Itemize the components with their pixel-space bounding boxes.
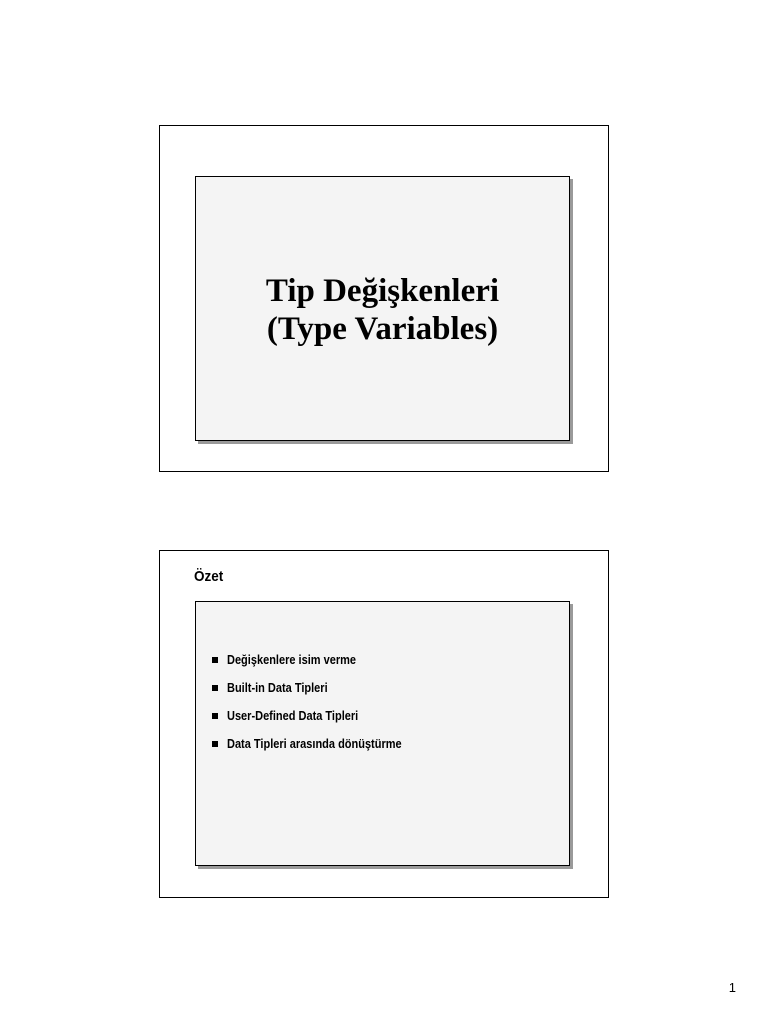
bullet-text: User-Defined Data Tipleri	[227, 709, 359, 723]
square-bullet-icon	[212, 713, 218, 719]
bullet-item	[212, 646, 425, 674]
bullet-list	[212, 646, 425, 758]
bullet-item	[212, 730, 425, 758]
bullet-item	[212, 702, 425, 730]
slide-1-frame	[159, 125, 609, 472]
bullet-text: Değişkenlere isim verme	[227, 653, 357, 667]
square-bullet-icon	[212, 741, 218, 747]
slide-title-line-1: Tip Değişkenleri	[265, 273, 500, 309]
slide-2-frame	[159, 550, 609, 898]
bullet-text: Data Tipleri arasında dönüştürme	[227, 737, 402, 751]
bullet-text: Built-in Data Tipleri	[227, 681, 328, 695]
slide-1-title-box	[195, 176, 570, 441]
slide-2-content-box	[195, 601, 570, 866]
bullet-item	[212, 674, 425, 702]
square-bullet-icon	[212, 657, 218, 663]
slide-2-heading: Özet	[194, 568, 224, 585]
square-bullet-icon	[212, 685, 218, 691]
slide-title-line-2: (Type Variables)	[266, 311, 499, 347]
page-number: 1	[728, 980, 736, 995]
slide-title	[196, 272, 569, 348]
